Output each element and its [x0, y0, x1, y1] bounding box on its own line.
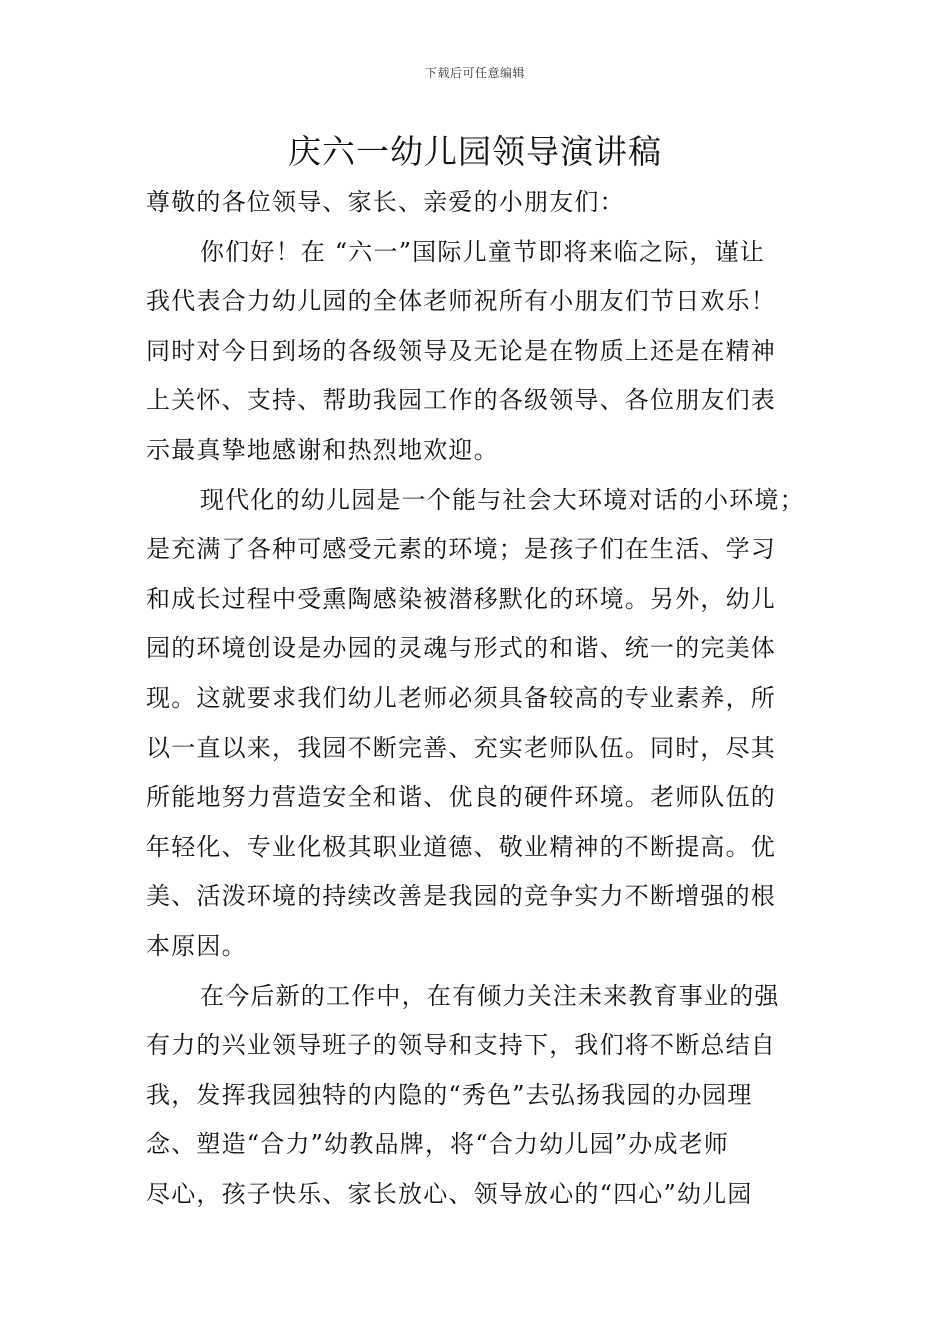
text-line: 园的环境创设是办园的灵魂与形式的和谐、统一的完美体 — [146, 634, 776, 663]
text-line: 本原因。 — [146, 931, 247, 960]
text-line: 我，发挥我园独特的内隐的“秀色”去弘扬我园的办园理 — [146, 1080, 753, 1109]
text-line: 美、活泼环境的持续改善是我园的竞争实力不断增强的根 — [146, 882, 776, 911]
text-line: 同时对今日到场的各级领导及无论是在物质上还是在精神 — [146, 336, 776, 365]
text-line: 现代化的幼儿园是一个能与社会大环境对话的小环境； — [200, 485, 805, 514]
text-line: 上关怀、支持、帮助我园工作的各级领导、各位朋友们表 — [146, 386, 776, 415]
text-line: 是充满了各种可感受元素的环境；是孩子们在生活、学习 — [146, 535, 776, 564]
text-line: 尊敬的各位领导、家长、亲爱的小朋友们： — [146, 188, 625, 216]
text-line: 现。这就要求我们幼儿老师必须具备较高的专业素养，所 — [146, 683, 776, 712]
text-line: 以一直以来，我园不断完善、充实老师队伍。同时，尽其 — [146, 733, 776, 762]
text-line: 所能地努力营造安全和谐、优良的硬件环境。老师队伍的 — [146, 783, 776, 812]
text-line: 年轻化、专业化极其职业道德、敬业精神的不断提高。优 — [146, 832, 776, 861]
document-title: 庆六一幼儿园领导演讲稿 — [288, 132, 662, 171]
text-line: 我代表合力幼儿园的全体老师祝所有小朋友们节日欢乐！ — [146, 287, 776, 316]
header-note: 下载后可任意编辑 — [424, 66, 525, 80]
text-line: 在今后新的工作中，在有倾力关注未来教育事业的强 — [200, 981, 780, 1010]
text-line: 你们好！在 “六一”国际儿童节即将来临之际，谨让 — [200, 237, 765, 266]
document-body — [146, 178, 818, 1219]
text-line: 示最真挚地感谢和热烈地欢迎。 — [146, 435, 499, 464]
text-line: 念、塑造“合力”幼教品牌，将“合力幼儿园”办成老师 — [146, 1130, 730, 1159]
text-line: 和成长过程中受熏陶感染被潜移默化的环境。另外，幼儿 — [146, 584, 776, 613]
text-line: 有力的兴业领导班子的领导和支持下，我们将不断总结自 — [146, 1031, 776, 1060]
text-line: 尽心，孩子快乐、家长放心、领导放心的“四心”幼儿园 — [146, 1179, 753, 1208]
